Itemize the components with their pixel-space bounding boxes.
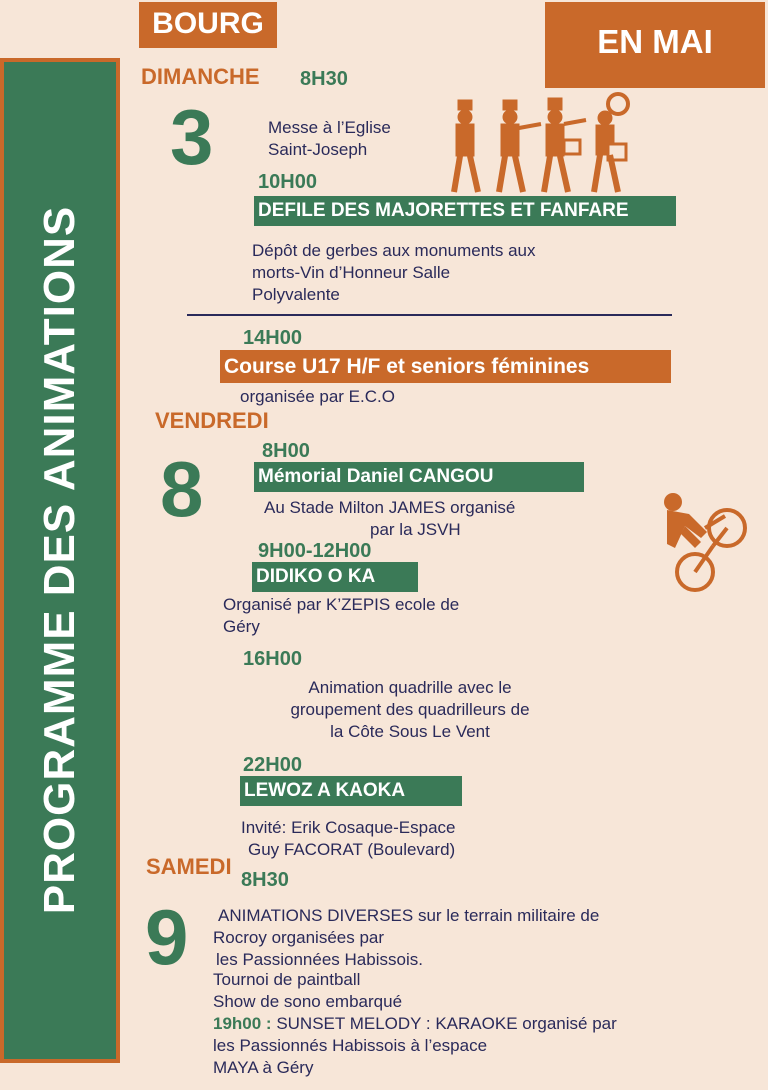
event-quadrille-desc-3: la Côte Sous Le Vent	[330, 722, 490, 741]
event-samedi-line-6	[213, 1013, 617, 1035]
event-samedi-line-5: Show de sono embarqué	[213, 992, 403, 1011]
time-10h00-sunday: 10H00	[258, 171, 317, 193]
event-samedi-line-2: Rocroy organisées par	[213, 928, 385, 947]
day-label-dimanche: DIMANCHE	[141, 64, 260, 89]
day-number-3: 3	[170, 93, 214, 181]
cyclist-icon	[655, 488, 755, 598]
event-memorial-desc-1: Au Stade Milton JAMES organisé	[264, 498, 516, 517]
event-course-desc: organisée par E.C.O	[240, 387, 395, 406]
event-didiko-desc-2: Géry	[223, 617, 260, 636]
event-lewoz-banner: LEWOZ A KAOKA	[240, 776, 462, 806]
side-title: PROGRAMME DES ANIMATIONS	[35, 205, 84, 915]
time-14h00-sunday: 14H00	[243, 327, 302, 349]
event-samedi-line-3: les Passionnées Habissois.	[216, 950, 423, 969]
event-defile-banner: DEFILE DES MAJORETTES ET FANFARE	[254, 196, 676, 226]
time-8h00-friday: 8H00	[262, 440, 310, 462]
event-defile-desc-2: morts-Vin d’Honneur Salle	[252, 263, 451, 282]
time-9h00-12h00-friday: 9H00-12H00	[258, 540, 372, 562]
event-quadrille-desc-2: groupement des quadrilleurs de	[290, 700, 530, 719]
day-number-9: 9	[145, 893, 189, 981]
event-defile-desc-1: Dépôt de gerbes aux monuments aux	[252, 241, 536, 260]
event-course-banner: Course U17 H/F et seniors féminines	[220, 350, 671, 383]
event-lewoz-desc-2: Guy FACORAT (Boulevard)	[248, 840, 456, 859]
event-memorial-desc-2: par la JSVH	[370, 520, 461, 539]
bourg-tag: BOURG	[139, 2, 277, 48]
time-16h00-friday: 16H00	[243, 648, 302, 670]
event-mass-line2: Saint-Joseph	[268, 140, 368, 159]
month-tag: EN MAI	[545, 2, 765, 88]
day-label-samedi: SAMEDI	[146, 854, 232, 879]
event-memorial-banner: Mémorial Daniel CANGOU	[254, 462, 584, 492]
event-defile-desc-3: Polyvalente	[252, 285, 340, 304]
divider-line	[187, 314, 672, 316]
event-quadrille-desc-1: Animation quadrille avec le	[308, 678, 512, 697]
event-samedi-line-8: MAYA à Géry	[213, 1058, 314, 1077]
event-samedi-time-19h00: 19h00 :	[213, 1014, 272, 1033]
event-samedi-karaoke: SUNSET MELODY : KARAOKE organisé par	[271, 1014, 617, 1033]
event-didiko-desc-1: Organisé par K’ZEPIS ecole de	[223, 595, 460, 614]
event-samedi-line-4: Tournoi de paintball	[213, 970, 361, 989]
marching-band-icon	[440, 88, 640, 198]
event-mass-line1: Messe à l’Eglise	[268, 118, 391, 137]
time-8h30-sunday: 8H30	[300, 68, 348, 90]
time-22h00-friday: 22H00	[243, 754, 302, 776]
event-samedi-line-1: ANIMATIONS DIVERSES sur le terrain militaire de	[218, 906, 600, 925]
event-samedi-line-7: les Passionnés Habissois à l’espace	[213, 1036, 488, 1055]
day-number-8: 8	[160, 445, 204, 533]
day-label-vendredi: VENDREDI	[155, 408, 269, 433]
event-lewoz-desc-1: Invité: Erik Cosaque-Espace	[241, 818, 456, 837]
time-8h30-saturday: 8H30	[241, 869, 289, 891]
event-didiko-banner: DIDIKO O KA	[252, 562, 418, 592]
